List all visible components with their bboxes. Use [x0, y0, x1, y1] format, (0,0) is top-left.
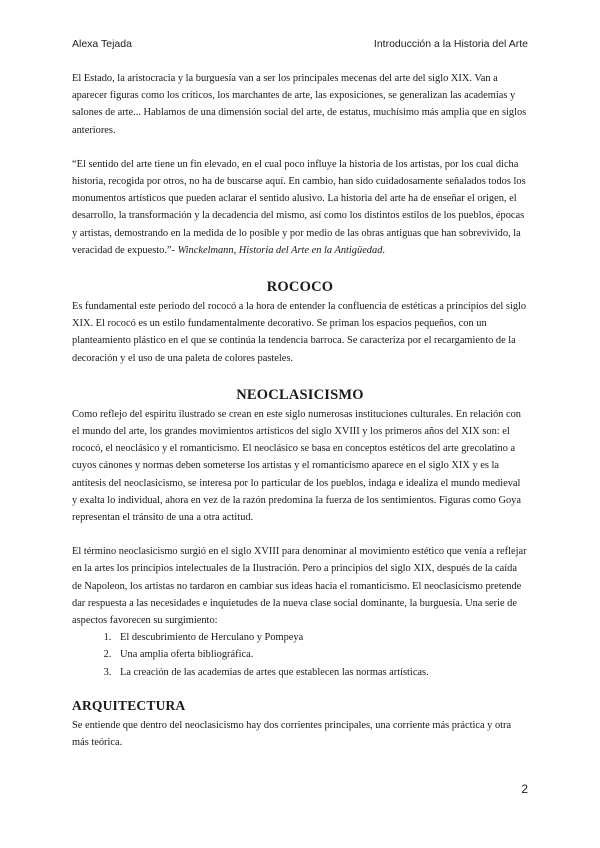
rococo-heading: ROCOCO	[266, 279, 334, 296]
quote-paragraph	[72, 156, 528, 259]
quote-end: .	[382, 244, 386, 256]
quote-source: Winckelmann, Historia del Arte en la Antigüedad	[177, 244, 383, 256]
quote-text: “El sentido del arte tiene un fin elevado, en el cual poco influye la historia de los artistas, por los cual dicha historia, recogida por otros, no ha de buscarse aquí. En cambio, han sido cuidadosamente señalados todos los monumentos artísticos que pueden aclarar el sentido alusivo. La historia del arte ha de enseñar el origen, el desarrollo, la transformación y la decadencia del mismo, así como los distintos estilos de los pueblos, épocas y artistas, demostrando en la medida de lo posible y por medio de las obras antiguas que han sobrevivido, la veracidad de expuesto.”-	[72, 158, 526, 256]
arquitectura-heading: ARQUITECTURA	[72, 697, 186, 713]
surgimiento-list	[72, 629, 528, 681]
header-course-title: Introducción a la Historia del Arte	[373, 38, 528, 50]
neoclasicismo-paragraph-2: El término neoclasicismo surgió en el siglo XVIII para denominar al movimiento estético que venía a reflejar en la artes los principios intelectuales de la Ilustración. Pero a principios del siglo XIX, después de la caída de Napoleon, los artistas no tardaron en cambiar sus ideas hacia el romanticismo. El neoclasicismo pretende dar respuesta a las necesidades e inquietudes de la nueva clase social dominante, la burguesía. Una serie de aspectos favorecen su surgimiento:	[72, 546, 527, 627]
document-body	[72, 70, 528, 768]
list-item: 3. La creación de las academias de artes que establecen las normas artísticas.	[114, 664, 528, 681]
intro-paragraph: El Estado, la aristocracia y la burguesía van a ser los principales mecenas del arte del siglo XIX. Van a aparecer figuras como los críticos, los marchantes de arte, las exposiciones, se generalizan las academias y salones de arte... Hablamos de una dimensión social del arte, de estatus, muchísimo más amplia que en siglos anteriores.	[72, 73, 527, 136]
page-number: 2	[521, 782, 528, 796]
page-header	[72, 38, 528, 50]
header-author: Alexa Tejada	[72, 38, 132, 50]
list-item: 1. El descubrimiento de Herculano y Pompeya	[114, 629, 528, 646]
rococo-paragraph: Es fundamental este periodo del rococó a la hora de entender la confluencia de estéticas a principios del siglo XIX. El rococó es un estilo fundamentalmente decorativo. Se priman los espacios pequeños, con un planteamiento plástico en el que se continúa la tendencia barroca. Se caracteriza por el recargamiento de la decoración y el uso de una paleta de colores pasteles.	[72, 301, 527, 364]
neoclasicismo-paragraph-1: Como reflejo del espíritu ilustrado se crean en este siglo numerosas instituciones culturales. En relación con el mundo del arte, los grandes movimientos artísticos del siglo XVIII y los primeros años del XIX son: el rococó, el neoclásico y el romanticismo. El neoclásico se basa en conceptos estéticos del arte grecolatino a cuyos cánones y normas deben someterse los artistas y el romanticismo aparece en el siglo XIX y es la antítesis del neoclasicismo, se interesa por lo particular de los pueblos, indaga e idealiza el mundo medieval y exalta lo individual, ahora en vez de la razón predomina la fuerza de los sentimientos. Figuras como Goya representan el tránsito de una a otra actitud.	[72, 408, 521, 524]
neoclasicismo-heading: NEOCLASICISMO	[236, 386, 364, 403]
arquitectura-paragraph: Se entiende que dentro del neoclasicismo hay dos corrientes principales, una corriente más práctica y otra más teórica.	[72, 719, 512, 749]
list-item: 2. Una amplia oferta bibliográfica.	[114, 646, 528, 663]
